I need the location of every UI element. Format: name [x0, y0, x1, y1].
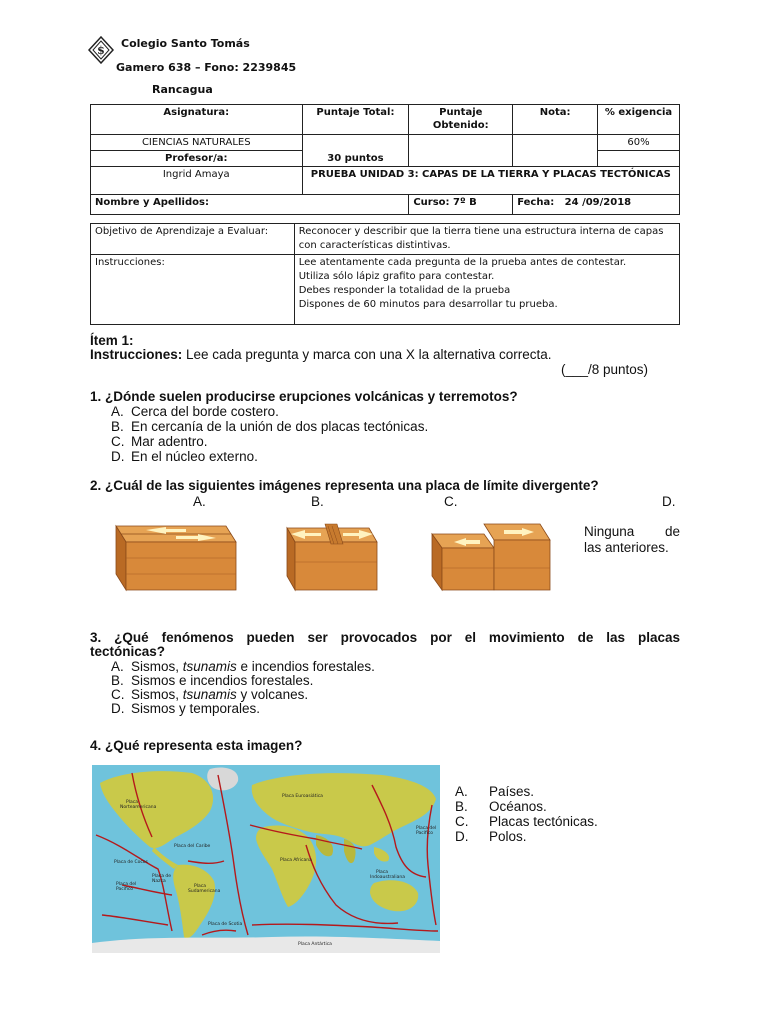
item-instructions-text: Lee cada pregunta y marca con una X la alternativa correcta. [182, 347, 552, 362]
map-label: Placa [126, 800, 138, 805]
asignatura-label: Asignatura: [91, 105, 303, 135]
map-label: Nazca [152, 879, 166, 884]
instrucciones-list [294, 255, 679, 325]
option-text: Sismos, [131, 659, 183, 674]
q1-option-b[interactable] [111, 419, 428, 434]
q4-option-b[interactable] [455, 799, 547, 814]
option-text: Sismos y temporales. [131, 701, 261, 716]
puntaje-obtenido-label: Puntaje Obtenido: [409, 105, 513, 135]
q2-letter-b: B. [311, 494, 324, 509]
item-points: (___/8 puntos) [561, 362, 649, 377]
puntaje-total-value: 30 puntos [302, 135, 409, 167]
map-label: Pacífico [416, 831, 434, 836]
option-text: En el núcleo externo. [131, 449, 258, 464]
q2-letter-d: D. [662, 494, 676, 509]
option-letter: C. [111, 687, 125, 702]
question-4-text: 4. ¿Qué representa esta imagen? [90, 738, 303, 753]
instruccion-line: Dispones de 60 minutos para desarrollar tu prueba. [298, 299, 558, 310]
q3-option-d[interactable] [111, 701, 260, 716]
option-text: Océanos. [489, 799, 547, 814]
option-text: Mar adentro. [131, 434, 208, 449]
asignatura-value: CIENCIAS NATURALES [91, 135, 303, 151]
item-title: Ítem 1: [90, 333, 134, 348]
option-letter: D. [455, 829, 469, 844]
option-letter: B. [111, 419, 124, 434]
map-label: Placa [194, 884, 206, 889]
question-3-text-line2: tectónicas? [90, 644, 166, 659]
option-text: Polos. [489, 829, 527, 844]
option-letter: A. [111, 404, 124, 419]
profesor-value: Ingrid Amaya [91, 167, 303, 195]
q4-option-d[interactable] [455, 829, 527, 844]
nota-label: Nota: [513, 105, 598, 135]
instruccion-line: Debes responder la totalidad de la prueba [298, 285, 511, 296]
exigencia-value: 60% [598, 135, 680, 151]
fecha-label: Fecha: [517, 197, 555, 208]
fecha-cell [513, 195, 680, 215]
item-instructions-label: Instrucciones: [90, 347, 183, 362]
option-text: Países. [489, 784, 535, 799]
option-letter: C. [455, 814, 469, 829]
option-letter: B. [111, 673, 124, 688]
option-text-italic: tsunamis [182, 687, 237, 702]
instrucciones-label: Instrucciones: [91, 255, 295, 325]
q2-letter-a: A. [193, 494, 206, 509]
option-letter: D. [111, 701, 125, 716]
map-label: Indoaustraliana [370, 875, 405, 880]
option-letter: A. [455, 784, 468, 799]
nombre-label: Nombre y Apellidos: [91, 195, 409, 215]
option-letter: A. [111, 659, 124, 674]
option-text: Cerca del borde costero. [131, 404, 279, 419]
option-text: Sismos e incendios forestales. [131, 673, 314, 688]
fecha-value: 24 /09/2018 [564, 197, 632, 208]
map-label: Norteamericana [120, 805, 157, 810]
map-label: Placa Africana [280, 858, 312, 863]
map-label: Placa de Scotia [208, 922, 243, 927]
map-label: Pacífico [116, 887, 134, 892]
question-1-text: 1. ¿Dónde suelen producirse erupciones volcánicas y terremotos? [90, 389, 518, 404]
map-label: Placa de Cocos [114, 860, 148, 865]
map-label: Placa [376, 870, 388, 875]
puntaje-obtenido-field[interactable] [409, 135, 513, 167]
q2-image-c[interactable] [424, 518, 558, 592]
option-text: En cercanía de la unión de dos placas tectónicas. [131, 419, 429, 434]
objetivo-value: Reconocer y describir que la tierra tiene una estructura interna de capas con características distintivas. [294, 224, 679, 255]
instruccion-line: Utiliza sólo lápiz grafito para contestar. [298, 271, 495, 282]
option-letter: C. [111, 434, 125, 449]
objetivo-label: Objetivo de Aprendizaje a Evaluar: [91, 224, 295, 255]
q3-option-a[interactable] [111, 659, 375, 674]
exam-info-table [90, 104, 680, 215]
option-letter: D. [111, 449, 125, 464]
q1-option-c[interactable] [111, 434, 208, 449]
q2-letter-c: C. [444, 494, 458, 509]
q3-option-c[interactable] [111, 687, 308, 702]
nota-field[interactable] [513, 135, 598, 167]
puntaje-total-label: Puntaje Total: [302, 105, 409, 135]
option-text: e incendios forestales. [236, 659, 375, 674]
map-label: Sudamericana [188, 889, 221, 894]
option-text-italic: tsunamis [182, 659, 237, 674]
school-city: Rancagua [152, 83, 213, 96]
option-text: y volcanes. [236, 687, 309, 702]
question-2-text: 2. ¿Cuál de las siguientes imágenes representa una placa de límite divergente? [90, 478, 599, 493]
option-text: Placas tectónicas. [489, 814, 598, 829]
tectonic-plates-map [92, 765, 440, 953]
school-address: Gamero 638 – Fono: 2239845 [116, 61, 297, 74]
q1-option-d[interactable] [111, 449, 258, 464]
map-label: Placa de [152, 874, 172, 879]
question-3-text-line1: 3. ¿Qué fenómenos pueden ser provocados por el movimiento de las placas [90, 630, 680, 645]
profesor-label: Profesor/a: [91, 151, 303, 167]
prueba-title: PRUEBA UNIDAD 3: CAPAS DE LA TIERRA Y PLACAS TECTÓNICAS [302, 167, 679, 195]
school-name: Colegio Santo Tomás [121, 37, 250, 50]
map-label: Placa del [416, 826, 437, 831]
option-letter: B. [455, 799, 468, 814]
q2-option-d-line2[interactable]: las anteriores. [584, 540, 669, 555]
map-label: Placa Antártica [298, 942, 332, 947]
svg-text:$: $ [97, 44, 105, 57]
q4-option-a[interactable] [455, 784, 534, 799]
item-instructions [90, 347, 552, 362]
objective-table [90, 223, 680, 325]
q2-option-d-line1[interactable]: Ninguna de [584, 524, 680, 539]
q4-option-c[interactable] [455, 814, 598, 829]
map-label: Placa del [116, 882, 137, 887]
q3-option-b[interactable] [111, 673, 313, 688]
instruccion-line: Lee atentamente cada pregunta de la prueba antes de contestar. [298, 257, 627, 268]
q1-option-a[interactable] [111, 404, 279, 419]
q2-image-b[interactable] [281, 518, 381, 592]
curso-label: Curso: 7º B [409, 195, 513, 215]
option-text: Sismos, [131, 687, 183, 702]
school-logo [88, 36, 114, 64]
exigencia-label: % exigencia [598, 105, 680, 135]
map-label: Placa Euroasiática [282, 794, 323, 799]
map-label: Placa del Caribe [174, 844, 211, 849]
q2-image-a[interactable] [106, 518, 240, 592]
